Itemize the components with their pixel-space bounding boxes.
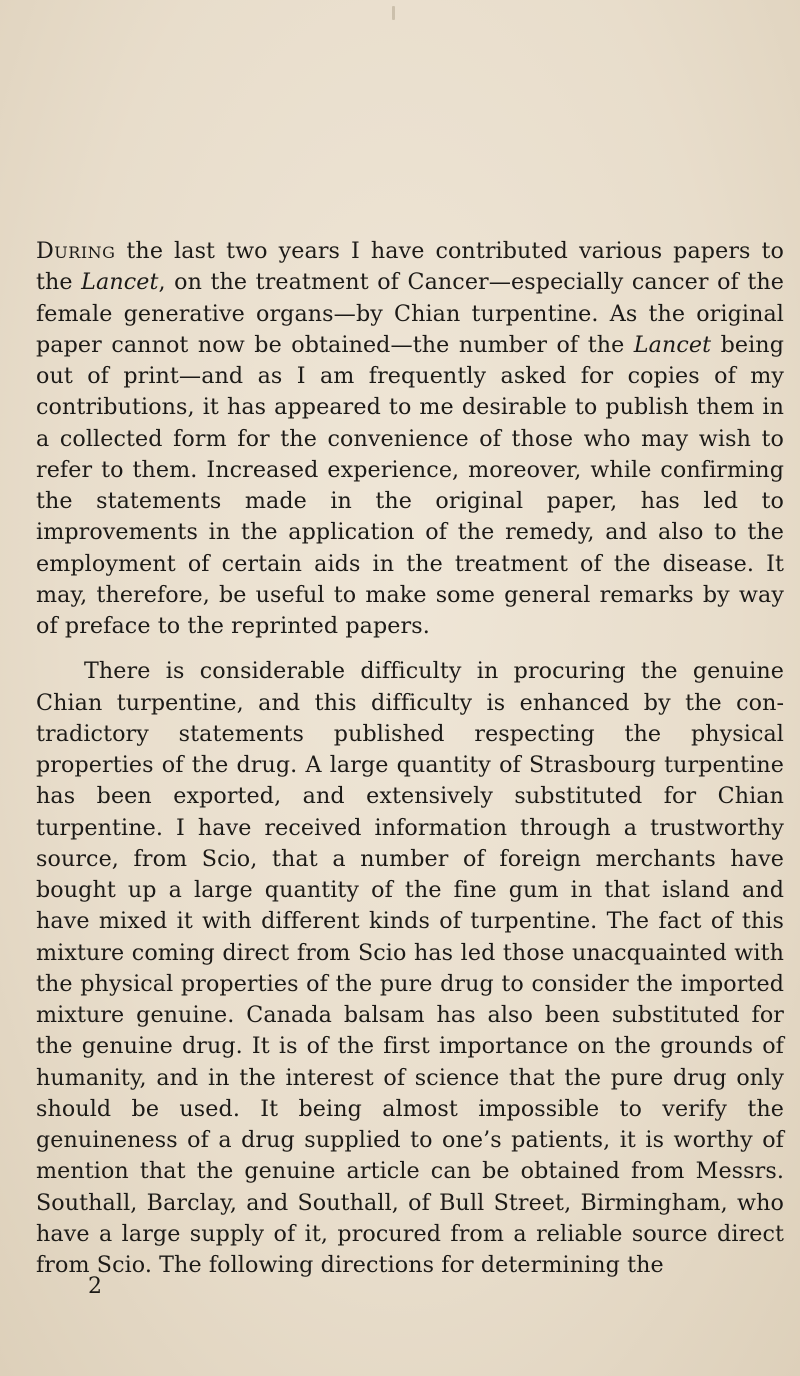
text-run: being out of print—and as I am frequently asked for copies of my contributions, it has appeared to me desirable to publish them in a collected form for the convenience of those who may wish to refer to them. Increased experience, moreover, while confirming the statements made in the original paper, has led to improvements in the application of the remedy, and also to the employment of certain aids in the treatment of the disease. It may, therefore, be useful to make some general remarks by way of preface to the reprinted papers. [36,331,785,639]
body-text [36,236,784,1281]
drop-lead-word: During [36,238,116,264]
italic-title-lancet: Lancet [633,331,712,358]
paragraph-2 [36,656,784,1281]
text-run: There is considerable difficulty in procuring the genuine Chian turpentine, and this difficulty is enhanced by the contradictory statements published respecting the physical properties of the drug. A large quantity of Strasbourg turpentine has been exported, and extensively substituted for Chian turpentine. I have received information through a trustworthy source, from Scio, that a number of foreign merchants have bought up a large quantity of the fine gum in that island and have mixed it with different kinds of turpentine. The fact of this mixture coming direct from Scio has led those unacquainted with the physical properties of the pure drug to consider the imported mixture genuine. Canada balsam has also been substituted for the genuine drug. It is of the first importance on the grounds of humanity, and in the interest of science that the pure drug only should be used. It being almost impossible to verify the genuineness of a drug supplied to one’s patients, it is worthy of mention that the genuine article can be obtained from Messrs. Southall, Barclay, and Southall, of Bull Street, Birmingham, who have a large supply of it, procured from a reliable source direct from Scio. The following directions for determining the [36,658,784,1278]
text-run: , on the treatment of Cancer—especially cancer of the female generative organs—by Chian turpentine. As the original paper cannot now be obtained—the number of the [36,269,785,358]
text-run: the last two years I have contributed various papers to the [36,238,784,296]
paper-speck [392,6,395,20]
paragraph-1 [36,236,784,642]
italic-title-lancet: Lancet [81,269,159,296]
page-number: 2 [88,1274,102,1299]
